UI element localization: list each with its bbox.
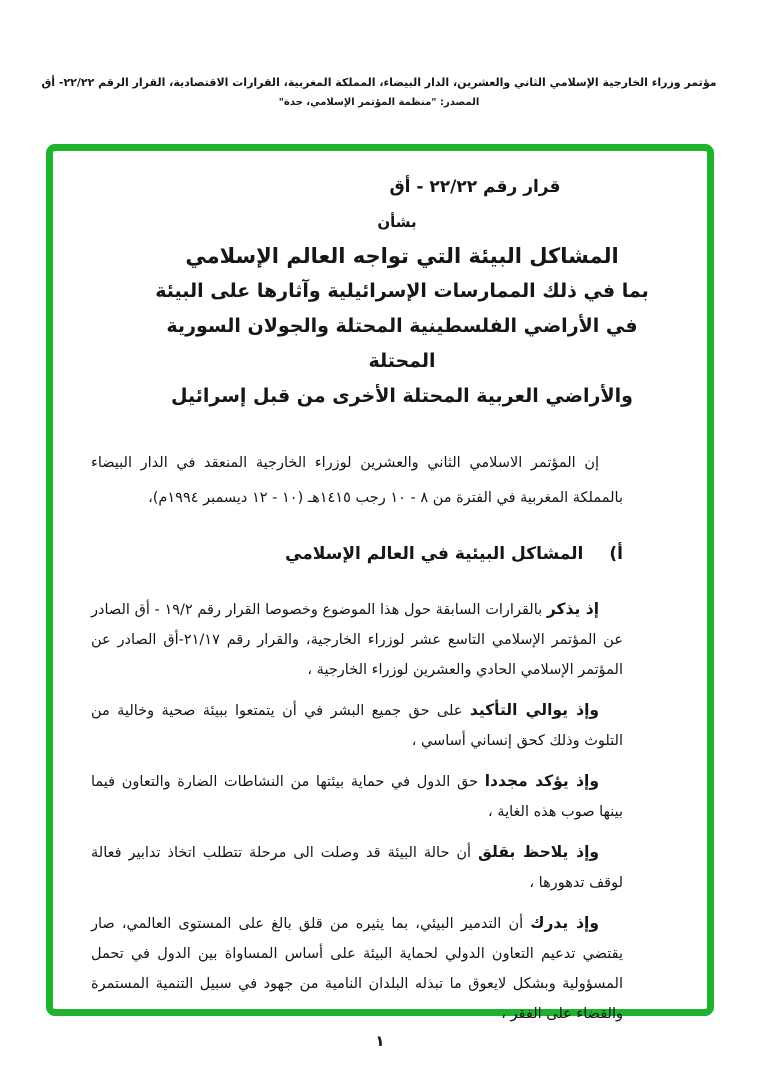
preamble-paragraph [91,908,623,1029]
document-title-line-2: بما في ذلك الممارسات الإسرائيلية وآثارها على البيئة [155,280,649,302]
section-marker: أ) [609,544,623,564]
paragraph-lead: إذ يذكر [546,600,600,618]
document-title-line-4: والأراضي العربية المحتلة الأخرى من قبل إسرائيل [171,385,633,407]
paragraph-text: أن حالة البيئة قد وصلت الى مرحلة تتطلب اتخاذ تدابير فعالة لوقف تدهورها ، [91,845,623,891]
preamble-paragraph [91,766,623,827]
paragraph-text: بالقرارات السابقة حول هذا الموضوع وخصوصا القرار رقم ١٩/٢ - أق الصادر عن المؤتمر الإسلامي التاسع عشر لوزراء الخارجية، والقرار رقم ٢١/١٧-أق الصادر عن المؤتمر الإسلامي الحادي والعشرين لوزراء الخارجية ، [91,602,623,678]
document-title-block [136,239,668,414]
section-title: المشاكل البيئية في العالم الإسلامي [285,544,584,564]
document-content [53,151,707,1029]
document-title-line-3: في الأراضي الفلسطينية المحتلة والجولان السورية المحتلة [166,315,638,372]
preamble-paragraph [91,594,623,685]
decision-number: قرار رقم ٢٢/٢٢ - أق [389,177,561,197]
preamble-paragraph [91,695,623,756]
paragraph-lead: وإذ يدرك [530,914,600,932]
section-heading [91,544,623,564]
preamble-paragraph [91,837,623,898]
paragraph-text: حق الدول في حماية بيئتها من النشاطات الضارة والتعاون فيما بينها صوب هذه الغاية ، [91,774,623,820]
source-header-line1: مؤتمر وزراء الخارجية الإسلامي الثاني والعشرين، الدار البيضاء، المملكة المغربية، القرارات الاقتصادية، القرار الرقم ٢٢/٢٢- أق [41,76,717,89]
preamble-paragraphs [91,594,623,1029]
paragraph-lead: وإذ يؤكد مجددا [484,772,599,790]
document-frame [46,144,714,1022]
paragraph-text: على حق جميع البشر في أن يتمتعوا ببيئة صحية وخالية من التلوث وذلك كحق إنساني أساسي ، [91,703,623,749]
page-number: ١ [375,1032,385,1050]
document-title-line-1: المشاكل البيئة التي تواجه العالم الإسلامي [185,244,619,268]
paragraph-lead: وإذ يلاحظ بقلق [478,843,600,861]
intro-paragraph: إن المؤتمر الاسلامي الثاني والعشرين لوزراء الخارجية المنعقد في الدار البيضاء بالمملكة المغربية في الفترة من ٨ - ١٠ رجب ١٤١٥هـ (١٠ - ١٢ ديسمبر ١٩٩٤م)، [91,455,623,506]
paragraph-lead: وإذ يوالي التأكيد [469,701,600,719]
source-header-line2: المصدر: "منظمة المؤتمر الإسلامي، جدة" [278,97,480,108]
paragraph-text: أن التدمير البيئي، بما يثيره من قلق بالغ على المستوى العالمي، صار يقتضي تدعيم التعاون الدولي لحماية البيئة على أساس المساواة بين الدول في تحمل المسؤولية وبشكل لايعوق ما تبذله البلدان النامية من جهود في سبيل التنمية المستمرة والقضاء على الفقر ، [91,916,623,1022]
source-header [0,76,758,108]
regarding-label: بشأن [377,213,417,231]
